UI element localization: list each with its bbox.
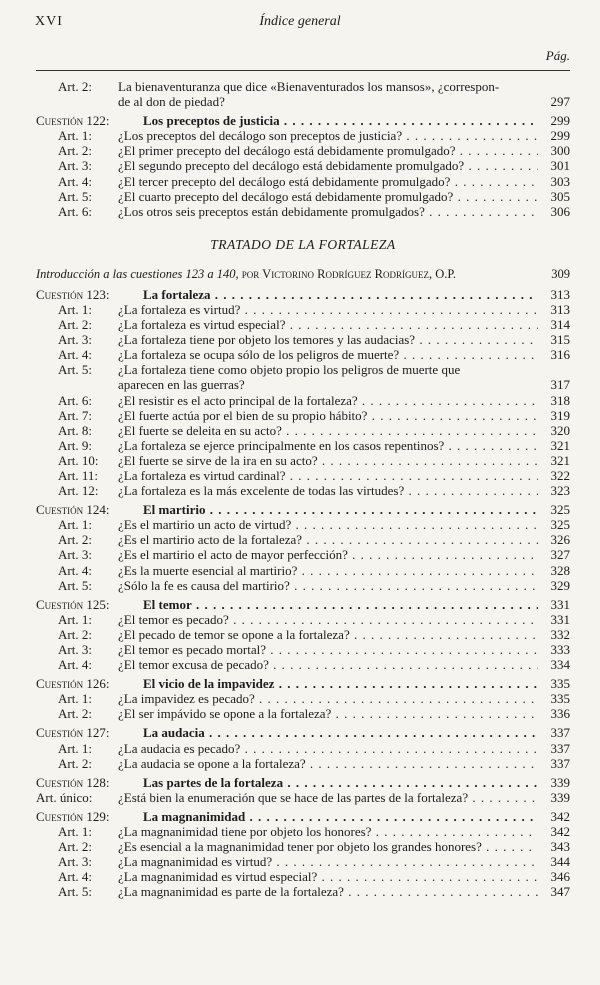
question-heading	[36, 775, 570, 790]
entry-label: Art. 5:	[58, 884, 92, 900]
page-number: 316	[550, 347, 570, 363]
article-entry	[36, 532, 570, 547]
entry-title: aparecen en las guerras?	[118, 377, 245, 393]
entry-label: Cuestión 124:	[36, 502, 110, 518]
page-number: 331	[550, 596, 570, 612]
article-entry	[36, 563, 570, 578]
entry-label: Art. 12:	[58, 483, 99, 499]
page-number: 337	[550, 755, 570, 771]
entry-title: El temor . . .	[143, 597, 538, 612]
page-number: 347	[550, 884, 570, 900]
entry-label: Art. único:	[36, 789, 93, 805]
entry-title: ¿El pecado de temor se opone a la fortaleza? . . .	[118, 627, 538, 642]
header-rule	[36, 70, 570, 71]
page-number: 318	[550, 392, 570, 408]
article-entry	[36, 824, 570, 839]
entry-title: ¿La audacia se opone a la fortaleza? . . .	[118, 756, 538, 771]
entry-title: ¿La fortaleza tiene por objeto los temores y las audacias? . . .	[118, 332, 538, 347]
page-number: 325	[550, 502, 570, 518]
entry-label: Art. 8:	[58, 422, 92, 438]
entry-title: La audacia . . .	[143, 725, 538, 740]
entry-title: ¿La fortaleza tiene como objeto propio los peligros de muerte que	[118, 362, 461, 378]
entry-label: Art. 2:	[58, 532, 92, 548]
entry-title: ¿Es el martirio el acto de mayor perfección? . . .	[118, 547, 538, 562]
introduction-entry	[36, 265, 570, 283]
page-number: 313	[550, 301, 570, 317]
entry-title: ¿La fortaleza es virtud cardinal? . . .	[118, 468, 538, 483]
article-entry	[36, 612, 570, 627]
entry-title: de al don de piedad?	[118, 94, 225, 110]
article-entry	[36, 302, 570, 317]
entry-label: Art. 7:	[58, 407, 92, 423]
page-number: 346	[550, 869, 570, 885]
entry-title: ¿La fortaleza se ocupa sólo de los peligros de muerte? . . .	[118, 347, 538, 362]
entry-title: ¿La magnanimidad es virtud especial? . . .	[118, 869, 538, 884]
article-entry	[36, 691, 570, 706]
page-number: 320	[550, 422, 570, 438]
entry-label: Cuestión 122:	[36, 113, 110, 129]
entry-title: La magnanimidad . . .	[143, 809, 538, 824]
article-entry-continuation	[36, 377, 570, 392]
entry-label: Cuestión 126:	[36, 676, 110, 692]
page-column-label: Pág.	[545, 48, 570, 63]
entry-label: Art. 11:	[58, 467, 98, 483]
entry-label: Art. 1:	[58, 824, 92, 840]
entry-label: Art. 1:	[58, 691, 92, 707]
article-entry	[36, 854, 570, 869]
article-entry	[36, 756, 570, 771]
page-number: 342	[550, 824, 570, 840]
entry-label: Art. 6:	[58, 203, 92, 219]
entry-title: ¿Los preceptos del decálogo son preceptos de justicia? . . .	[118, 128, 538, 143]
entry-label: Art. 9:	[58, 437, 92, 453]
entry-title: ¿El segundo precepto del decálogo está debidamente promulgado? . . .	[118, 158, 538, 173]
article-entry	[36, 438, 570, 453]
article-entry	[36, 884, 570, 899]
entry-label: Art. 5:	[58, 362, 92, 378]
entry-title: ¿Los otros seis preceptos están debidamente promulgados? . . .	[118, 204, 538, 219]
entry-title: ¿Es la muerte esencial al martirio? . . .	[118, 563, 538, 578]
page-number: 339	[550, 789, 570, 805]
article-entry	[36, 189, 570, 204]
page-number: 321	[550, 452, 570, 468]
page-number: 342	[550, 808, 570, 824]
page-number: 305	[550, 188, 570, 204]
entry-label: Art. 2:	[58, 839, 92, 855]
entry-title: ¿La magnanimidad es parte de la fortaleza? . . .	[118, 884, 538, 899]
article-entry	[36, 483, 570, 498]
entry-label: Cuestión 128:	[36, 774, 110, 790]
article-entry	[36, 362, 570, 377]
entry-label: Cuestión 125:	[36, 596, 110, 612]
entry-title: ¿Sólo la fe es causa del martirio? . . .	[118, 578, 538, 593]
entry-title: ¿La magnanimidad tiene por objeto los honores? . . .	[118, 824, 538, 839]
entry-title: ¿El resistir es el acto principal de la fortaleza? . . .	[118, 393, 538, 408]
entry-label: Cuestión 129:	[36, 808, 110, 824]
entry-label: Art. 5:	[58, 188, 92, 204]
entry-label: Art. 3:	[58, 332, 92, 348]
page-number: 323	[550, 483, 570, 499]
page-number: 319	[550, 407, 570, 423]
article-entry	[36, 79, 570, 94]
page-number: 343	[550, 839, 570, 855]
page-number: 337	[550, 740, 570, 756]
page-number: 337	[550, 725, 570, 741]
entry-title: El martirio . . .	[143, 502, 538, 517]
article-entry	[36, 642, 570, 657]
page-number: 314	[550, 317, 570, 333]
page-number: 309	[551, 266, 570, 281]
article-entry	[36, 332, 570, 347]
article-entry	[36, 408, 570, 423]
entry-title: ¿El cuarto precepto del decálogo está debidamente promulgado? . . .	[118, 189, 538, 204]
article-entry	[36, 517, 570, 532]
article-entry	[36, 158, 570, 173]
entry-title: ¿Es esencial a la magnanimidad tener por objeto los grandes honores? . . .	[118, 839, 538, 854]
article-entry-continuation	[36, 94, 570, 109]
page-number: 335	[550, 691, 570, 707]
entry-label: Art. 10:	[58, 452, 99, 468]
article-entry	[36, 393, 570, 408]
article-entry	[36, 174, 570, 189]
entry-title: ¿La fortaleza es virtud especial? . . .	[118, 317, 538, 332]
entry-label: Art. 4:	[58, 347, 92, 363]
article-entry	[36, 143, 570, 158]
entry-title: Los preceptos de justicia . . .	[143, 113, 538, 128]
entry-title: ¿La fortaleza es virtud? . . .	[118, 302, 538, 317]
page-number: 301	[550, 158, 570, 174]
article-entry	[36, 204, 570, 219]
page-number: 315	[550, 332, 570, 348]
question-heading	[36, 502, 570, 517]
entry-title: ¿El fuerte se sirve de la ira en su acto? . . .	[118, 453, 538, 468]
question-heading	[36, 809, 570, 824]
article-entry	[36, 547, 570, 562]
page-number: 299	[550, 113, 570, 129]
entry-title: ¿El tercer precepto del decálogo está debidamente promulgado? . . .	[118, 174, 538, 189]
page-number-roman: XVI	[35, 14, 63, 29]
introduction-author: por Victorino Rodríguez Rodríguez, O.P.	[241, 266, 457, 281]
entry-title: ¿La magnanimidad es virtud? . . .	[118, 854, 538, 869]
entry-title: La bienaventuranza que dice «Bienaventurados los mansos», ¿correspon-	[118, 79, 500, 94]
entry-label: Art. 1:	[58, 740, 92, 756]
article-entry	[36, 317, 570, 332]
entry-title: ¿El ser impávido se opone a la fortaleza? . . .	[118, 706, 538, 721]
page-number: 326	[550, 532, 570, 548]
entry-label: Art. 4:	[58, 657, 92, 673]
running-header-title: Índice general	[259, 14, 341, 29]
page-number: 333	[550, 642, 570, 657]
page-number: 336	[550, 706, 570, 722]
entry-title: ¿La impavidez es pecado? . . .	[118, 691, 538, 706]
page-number: 334	[550, 657, 570, 673]
entry-title: ¿Está bien la enumeración que se hace de las partes de la fortaleza? . . .	[118, 790, 538, 805]
page-number: 328	[550, 562, 570, 578]
article-entry	[36, 578, 570, 593]
entry-label: Art. 1:	[58, 128, 92, 144]
article-entry	[36, 468, 570, 483]
entry-label: Art. 4:	[58, 562, 92, 578]
entry-label: Art. 3:	[58, 642, 92, 657]
page-number: 299	[550, 128, 570, 144]
entry-title: ¿Es el martirio acto de la fortaleza? . . .	[118, 532, 538, 547]
entry-label: Art. 2:	[58, 755, 92, 771]
page-number: 329	[550, 577, 570, 593]
entry-label: Art. 2:	[58, 706, 92, 722]
entry-label: Art. 3:	[58, 854, 92, 870]
article-entry	[36, 790, 570, 805]
question-heading	[36, 725, 570, 740]
page-number: 306	[550, 203, 570, 219]
entry-title: ¿El primer precepto del decálogo está debidamente promulgado? . . .	[118, 143, 538, 158]
page-number: 331	[550, 611, 570, 627]
entry-title: ¿La audacia es pecado? . . .	[118, 741, 538, 756]
entry-label: Art. 2:	[58, 143, 92, 159]
question-heading	[36, 676, 570, 691]
table-of-contents	[36, 79, 570, 900]
entry-label: Art. 4:	[58, 173, 92, 189]
question-heading	[36, 597, 570, 612]
entry-title: ¿El temor es pecado? . . .	[118, 612, 538, 627]
page-number: 335	[550, 676, 570, 692]
article-entry	[36, 741, 570, 756]
entry-label: Art. 2:	[58, 79, 92, 94]
page-number: 332	[550, 626, 570, 642]
page-number: 313	[550, 286, 570, 302]
introduction-text: Introducción a las cuestiones 123 a 140,	[36, 266, 239, 281]
article-entry	[36, 453, 570, 468]
page-number: 317	[550, 377, 570, 393]
article-entry	[36, 627, 570, 642]
entry-title: El vicio de la impavidez . . .	[143, 676, 538, 691]
article-entry	[36, 706, 570, 721]
question-heading	[36, 113, 570, 128]
entry-label: Art. 6:	[58, 392, 92, 408]
page-number: 297	[550, 94, 570, 110]
entry-title: ¿La fortaleza es la más excelente de todas las virtudes? . . .	[118, 483, 538, 498]
page-number: 325	[550, 517, 570, 533]
entry-label: Art. 1:	[58, 517, 92, 533]
entry-title: ¿El fuerte se deleita en su acto? . . .	[118, 423, 538, 438]
page-number: 344	[550, 854, 570, 870]
entry-title: ¿Es el martirio un acto de virtud? . . .	[118, 517, 538, 532]
entry-title: ¿La fortaleza se ejerce principalmente en los casos repentinos? . . .	[118, 438, 538, 453]
page-number: 322	[550, 467, 570, 483]
entry-label: Art. 2:	[58, 626, 92, 642]
treatise-heading: TRATADO DE LA FORTALEZA	[210, 236, 396, 252]
article-entry	[36, 839, 570, 854]
page-number: 321	[550, 437, 570, 453]
entry-title: Las partes de la fortaleza . . .	[143, 775, 538, 790]
entry-label: Art. 2:	[58, 317, 92, 333]
question-heading	[36, 287, 570, 302]
entry-label: Art. 1:	[58, 301, 92, 317]
page-number: 303	[550, 173, 570, 189]
entry-label: Art. 1:	[58, 611, 92, 627]
article-entry	[36, 347, 570, 362]
entry-label: Art. 3:	[58, 547, 92, 563]
page-number: 300	[550, 143, 570, 159]
entry-title: ¿El temor es pecado mortal? . . .	[118, 642, 538, 657]
page-number: 339	[550, 774, 570, 790]
entry-title: ¿El fuerte actúa por el bien de su propio hábito? . . .	[118, 408, 538, 423]
entry-label: Cuestión 127:	[36, 725, 110, 741]
entry-label: Art. 3:	[58, 158, 92, 174]
entry-label: Art. 4:	[58, 869, 92, 885]
entry-title: ¿El temor excusa de pecado? . . .	[118, 657, 538, 672]
article-entry	[36, 423, 570, 438]
article-entry	[36, 128, 570, 143]
article-entry	[36, 657, 570, 672]
entry-title: La fortaleza . . .	[143, 287, 538, 302]
page-number: 327	[550, 547, 570, 563]
entry-label: Art. 5:	[58, 577, 92, 593]
entry-label: Cuestión 123:	[36, 286, 110, 302]
article-entry	[36, 869, 570, 884]
